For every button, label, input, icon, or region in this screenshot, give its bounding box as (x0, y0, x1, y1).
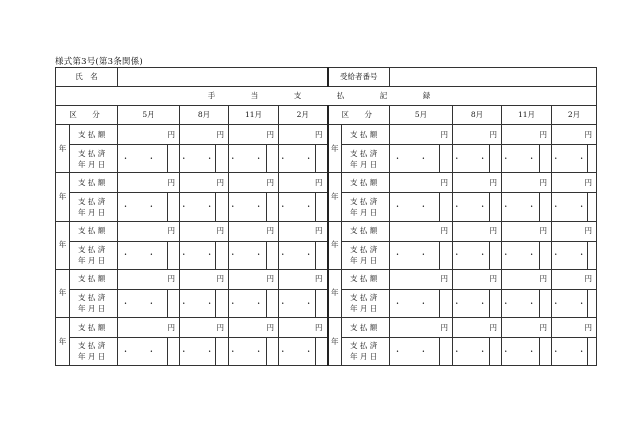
paid-amount-row (56, 221, 597, 241)
paid-amount-label: 支 払 額 (70, 221, 118, 241)
paid-amount-cell[interactable]: 円 (118, 317, 180, 337)
paid-amount-row (56, 173, 597, 193)
paid-date-seal-cell[interactable] (168, 289, 180, 317)
paid-amount-cell[interactable]: 円 (453, 173, 502, 193)
paid-amount-label: 支 払 額 (70, 173, 118, 193)
paid-date-label-line2: 年 月 日 (78, 159, 106, 169)
paid-amount-cell[interactable]: 円 (180, 317, 229, 337)
paid-date-cell[interactable]: ・ ・ (552, 241, 588, 269)
paid-amount-row (56, 269, 597, 289)
paid-date-seal-cell[interactable] (168, 145, 180, 173)
paid-date-label-line1: 支 払 済 (350, 341, 378, 351)
paid-date-cell[interactable]: ・ ・ (279, 193, 316, 221)
year-label: 年 (328, 269, 342, 317)
paid-amount-cell[interactable]: 円 (279, 269, 328, 289)
paid-date-cell[interactable]: ・ ・ (502, 337, 540, 365)
paid-date-label-line1: 支 払 済 (78, 293, 106, 303)
paid-date-label-line1: 支 払 済 (350, 196, 378, 206)
recipient-number-label: 受給者番号 (328, 68, 390, 87)
paid-date-label-line1: 支 払 済 (78, 148, 106, 158)
paid-amount-cell[interactable]: 円 (502, 125, 552, 145)
paid-date-label (70, 289, 118, 317)
paid-amount-cell[interactable]: 円 (390, 125, 453, 145)
paid-amount-label: 支 払 額 (70, 317, 118, 337)
paid-date-label-text (350, 196, 377, 218)
month-header: 5月 (118, 106, 180, 125)
paid-date-cell[interactable]: ・ ・ (502, 289, 540, 317)
paid-amount-cell[interactable]: 円 (552, 269, 597, 289)
year-label: 年 (328, 221, 342, 269)
year-label: 年 (56, 173, 70, 221)
paid-date-cell[interactable]: ・ ・ (180, 337, 216, 365)
paid-date-label-text (78, 292, 105, 314)
paid-date-cell[interactable]: ・ ・ (229, 337, 267, 365)
paid-date-row (56, 145, 597, 173)
paid-amount-cell[interactable]: 円 (118, 125, 180, 145)
month-header: 11月 (229, 106, 279, 125)
paid-amount-cell[interactable]: 円 (180, 125, 229, 145)
category-header: 区 分 (328, 106, 390, 125)
paid-amount-cell[interactable]: 円 (279, 173, 328, 193)
paid-amount-cell[interactable]: 円 (390, 173, 453, 193)
paid-amount-cell[interactable]: 円 (552, 173, 597, 193)
paid-date-label-line1: 支 払 済 (78, 341, 106, 351)
paid-date-seal-cell[interactable] (440, 241, 453, 269)
paid-date-label-line2: 年 月 日 (350, 256, 378, 266)
paid-date-cell[interactable]: ・ ・ (229, 289, 267, 317)
paid-date-cell[interactable]: ・ ・ (552, 145, 588, 173)
month-header: 11月 (502, 106, 552, 125)
paid-date-seal-cell[interactable] (168, 241, 180, 269)
paid-date-label (70, 241, 118, 269)
paid-date-label-line1: 支 払 済 (350, 293, 378, 303)
paid-date-cell[interactable]: ・ ・ (118, 193, 168, 221)
paid-amount-row (56, 125, 597, 145)
paid-date-cell[interactable]: ・ ・ (279, 337, 316, 365)
form-title: 手 当 支 払 記 録 (56, 87, 597, 106)
paid-date-row (56, 337, 597, 365)
paid-date-cell[interactable]: ・ ・ (229, 241, 267, 269)
paid-date-seal-cell[interactable] (168, 337, 180, 365)
paid-date-cell[interactable]: ・ ・ (390, 289, 440, 317)
title-row (56, 87, 597, 106)
paid-date-label-line2: 年 月 日 (350, 304, 378, 314)
paid-date-cell[interactable]: ・ ・ (279, 241, 316, 269)
paid-date-cell[interactable]: ・ ・ (118, 289, 168, 317)
paid-date-cell[interactable]: ・ ・ (180, 241, 216, 269)
paid-date-label-text (78, 196, 105, 218)
paid-date-cell[interactable]: ・ ・ (502, 241, 540, 269)
paid-amount-cell[interactable]: 円 (229, 317, 279, 337)
month-header: 2月 (552, 106, 597, 125)
paid-date-cell[interactable]: ・ ・ (453, 145, 490, 173)
paid-date-seal-cell[interactable] (440, 289, 453, 317)
paid-date-cell[interactable]: ・ ・ (390, 241, 440, 269)
paid-date-cell[interactable]: ・ ・ (180, 193, 216, 221)
paid-date-label-line2: 年 月 日 (78, 256, 106, 266)
paid-amount-cell[interactable]: 円 (180, 173, 229, 193)
paid-amount-label: 支 払 額 (70, 269, 118, 289)
paid-amount-label: 支 払 額 (342, 125, 390, 145)
paid-date-label-text (350, 340, 377, 362)
paid-date-cell[interactable]: ・ ・ (118, 337, 168, 365)
paid-amount-cell[interactable]: 円 (229, 173, 279, 193)
paid-amount-cell[interactable]: 円 (502, 221, 552, 241)
paid-date-seal-cell[interactable] (168, 193, 180, 221)
year-label: 年 (56, 221, 70, 269)
name-label: 氏 名 (56, 68, 118, 87)
paid-amount-cell[interactable]: 円 (453, 125, 502, 145)
paid-amount-cell[interactable]: 円 (453, 269, 502, 289)
paid-date-cell[interactable]: ・ ・ (502, 193, 540, 221)
paid-date-seal-cell[interactable] (440, 337, 453, 365)
paid-amount-label: 支 払 額 (342, 173, 390, 193)
month-header: 2月 (279, 106, 328, 125)
paid-date-label (70, 193, 118, 221)
paid-date-row (56, 289, 597, 317)
paid-amount-cell[interactable]: 円 (552, 221, 597, 241)
paid-date-cell[interactable]: ・ ・ (279, 145, 316, 173)
paid-date-label-text (350, 244, 377, 266)
month-header: 5月 (390, 106, 453, 125)
paid-date-label-text (78, 244, 105, 266)
recipient-number-field[interactable] (390, 68, 597, 87)
paid-amount-cell[interactable]: 円 (453, 221, 502, 241)
paid-amount-cell[interactable]: 円 (502, 269, 552, 289)
paid-date-row (56, 193, 597, 221)
year-label: 年 (56, 317, 70, 365)
paid-amount-cell[interactable]: 円 (229, 221, 279, 241)
category-header: 区 分 (56, 106, 118, 125)
payment-record-sheet (55, 67, 594, 366)
paid-date-label (70, 145, 118, 173)
name-row (56, 68, 597, 87)
paid-amount-label: 支 払 額 (342, 221, 390, 241)
paid-date-cell[interactable]: ・ ・ (453, 241, 490, 269)
month-header: 8月 (453, 106, 502, 125)
month-header: 8月 (180, 106, 229, 125)
paid-date-cell[interactable]: ・ ・ (180, 145, 216, 173)
paid-date-cell[interactable]: ・ ・ (180, 289, 216, 317)
paid-date-row (56, 241, 597, 269)
form-label: 様式第3号(第3条関係) (55, 57, 143, 67)
payment-record-table (55, 67, 597, 366)
paid-date-label-line2: 年 月 日 (350, 352, 378, 362)
paid-amount-cell[interactable]: 円 (279, 317, 328, 337)
paid-amount-cell[interactable]: 円 (453, 317, 502, 337)
paid-date-cell[interactable]: ・ ・ (118, 241, 168, 269)
paid-amount-cell[interactable]: 円 (118, 173, 180, 193)
paid-date-cell[interactable]: ・ ・ (453, 289, 490, 317)
paid-date-label (342, 193, 390, 221)
paid-amount-cell[interactable]: 円 (390, 221, 453, 241)
paid-date-label (70, 337, 118, 365)
paid-date-label-line1: 支 払 済 (350, 245, 378, 255)
paid-date-cell[interactable]: ・ ・ (279, 289, 316, 317)
paid-date-label-line2: 年 月 日 (78, 304, 106, 314)
year-label: 年 (56, 269, 70, 317)
paid-date-label (342, 337, 390, 365)
paid-date-label-line2: 年 月 日 (350, 207, 378, 217)
paid-date-cell[interactable]: ・ ・ (390, 193, 440, 221)
paid-date-cell[interactable]: ・ ・ (390, 337, 440, 365)
paid-amount-cell[interactable]: 円 (279, 221, 328, 241)
paid-amount-cell[interactable]: 円 (390, 269, 453, 289)
paid-amount-cell[interactable]: 円 (118, 269, 180, 289)
paid-date-label-line2: 年 月 日 (78, 352, 106, 362)
paid-date-seal-cell[interactable] (440, 145, 453, 173)
column-header-row (56, 106, 597, 125)
paid-amount-label: 支 払 額 (342, 317, 390, 337)
paid-date-label-line1: 支 払 済 (78, 245, 106, 255)
paid-amount-cell[interactable]: 円 (390, 317, 453, 337)
paid-date-label-line2: 年 月 日 (350, 159, 378, 169)
paid-amount-cell[interactable]: 円 (229, 125, 279, 145)
paid-amount-cell[interactable]: 円 (552, 317, 597, 337)
paid-date-cell[interactable]: ・ ・ (453, 193, 490, 221)
paid-date-label-line2: 年 月 日 (78, 207, 106, 217)
paid-date-seal-cell[interactable] (440, 193, 453, 221)
paid-amount-cell[interactable]: 円 (180, 221, 229, 241)
paid-date-cell[interactable]: ・ ・ (552, 193, 588, 221)
year-label: 年 (328, 317, 342, 365)
year-label: 年 (328, 173, 342, 221)
paid-amount-row (56, 317, 597, 337)
paid-amount-cell[interactable]: 円 (502, 173, 552, 193)
paid-date-label-text (350, 148, 377, 170)
paid-amount-cell[interactable]: 円 (279, 125, 328, 145)
paid-date-cell[interactable]: ・ ・ (552, 289, 588, 317)
paid-date-label-text (78, 148, 105, 170)
paid-amount-cell[interactable]: 円 (180, 269, 229, 289)
paid-date-label (342, 289, 390, 317)
paid-date-label-text (78, 340, 105, 362)
paid-amount-cell[interactable]: 円 (502, 317, 552, 337)
paid-date-cell[interactable]: ・ ・ (118, 145, 168, 173)
paid-amount-label: 支 払 額 (70, 125, 118, 145)
paid-amount-cell[interactable]: 円 (552, 125, 597, 145)
paid-date-label (342, 145, 390, 173)
paid-date-cell[interactable]: ・ ・ (390, 145, 440, 173)
paid-date-label (342, 241, 390, 269)
paid-date-label-text (350, 292, 377, 314)
year-label: 年 (328, 125, 342, 173)
paid-date-cell[interactable]: ・ ・ (502, 145, 540, 173)
paid-date-cell[interactable]: ・ ・ (229, 193, 267, 221)
paid-amount-cell[interactable]: 円 (118, 221, 180, 241)
paid-date-label-line1: 支 払 済 (350, 148, 378, 158)
paid-date-cell[interactable]: ・ ・ (453, 337, 490, 365)
year-label: 年 (56, 125, 70, 173)
paid-date-cell[interactable]: ・ ・ (552, 337, 588, 365)
paid-amount-cell[interactable]: 円 (229, 269, 279, 289)
paid-date-label-line1: 支 払 済 (78, 196, 106, 206)
paid-amount-label: 支 払 額 (342, 269, 390, 289)
paid-date-cell[interactable]: ・ ・ (229, 145, 267, 173)
name-field[interactable] (118, 68, 328, 87)
